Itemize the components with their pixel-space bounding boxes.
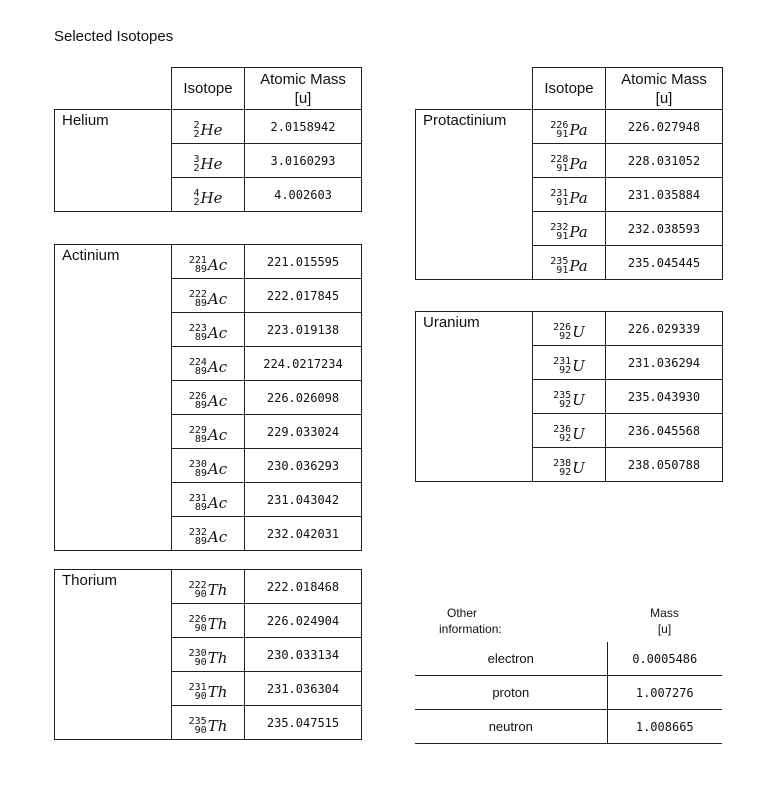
mass-number: 238	[553, 457, 572, 469]
element-symbol: Th	[207, 580, 228, 599]
isotope-cell	[172, 245, 245, 279]
atomic-mass-value: 231.036304	[245, 672, 362, 706]
isotope-cell	[533, 312, 606, 346]
isotope-cell	[533, 110, 606, 144]
isotope-cell	[533, 380, 606, 414]
atomic-number: 89	[194, 501, 207, 513]
atomic-number: 89	[194, 535, 207, 547]
isotope-cell	[172, 449, 245, 483]
isotope-cell	[172, 347, 245, 381]
element-symbol: Ac	[207, 459, 228, 478]
table-row	[55, 245, 362, 279]
element-symbol: He	[200, 188, 223, 207]
nuclide-symbol	[189, 528, 227, 546]
mass-number: 235	[188, 715, 207, 727]
nuclide-symbol	[189, 717, 228, 735]
atomic-mass-value: 231.036294	[606, 346, 723, 380]
atomic-mass-value: 235.043930	[606, 380, 723, 414]
mass-number: 231	[553, 355, 572, 367]
mass-number: 230	[188, 458, 207, 470]
mass-number: 224	[188, 356, 207, 368]
element-symbol: Pa	[569, 188, 588, 207]
nuclide-symbol	[189, 460, 227, 478]
table-row	[416, 110, 723, 144]
nuclide-symbol	[553, 459, 585, 477]
nuclide-symbol	[550, 121, 587, 139]
atomic-mass-value: 229.033024	[245, 415, 362, 449]
atomic-mass-value: 221.015595	[245, 245, 362, 279]
helium-table	[54, 67, 362, 212]
mass-number: 231	[550, 187, 569, 199]
element-symbol: Ac	[207, 255, 228, 274]
atomic-mass-value: 230.033134	[245, 638, 362, 672]
element-symbol: Th	[207, 648, 228, 667]
atomic-number: 89	[194, 297, 207, 309]
mass-number: 221	[188, 254, 207, 266]
atomic-mass-value: 235.045445	[606, 246, 723, 280]
isotope-cell	[533, 246, 606, 280]
atomic-mass-column-header: Atomic Mass [u]	[606, 68, 723, 110]
element-name: Thorium	[55, 570, 172, 740]
isotope-cell	[172, 279, 245, 313]
element-symbol: U	[572, 424, 585, 443]
atomic-number: 89	[194, 433, 207, 445]
atomic-mass-value: 223.019138	[245, 313, 362, 347]
table-row	[55, 570, 362, 604]
atomic-number: 92	[559, 364, 572, 376]
other-information-table	[415, 600, 722, 744]
nuclide-symbol	[553, 425, 585, 443]
mass-number: 231	[188, 492, 207, 504]
protactinium-table	[415, 67, 723, 280]
atomic-number: 90	[194, 724, 207, 736]
isotope-cell	[172, 672, 245, 706]
atomic-number: 2	[193, 128, 200, 140]
isotope-cell	[172, 604, 245, 638]
nuclide-symbol	[189, 494, 227, 512]
atomic-number: 90	[194, 690, 207, 702]
mass-number: 230	[188, 647, 207, 659]
particle-name: electron	[415, 642, 607, 676]
isotope-cell	[533, 178, 606, 212]
particle-mass: 1.007276	[607, 676, 722, 710]
atomic-number: 91	[556, 196, 569, 208]
mass-column-header: Mass [u]	[650, 606, 679, 636]
atomic-mass-value: 226.026098	[245, 381, 362, 415]
element-symbol: Pa	[569, 154, 588, 173]
atomic-mass-value: 222.018468	[245, 570, 362, 604]
atomic-number: 89	[194, 365, 207, 377]
atomic-mass-value: 236.045568	[606, 414, 723, 448]
nuclide-symbol	[553, 391, 585, 409]
atomic-mass-value: 4.002603	[245, 178, 362, 212]
atomic-mass-value: 238.050788	[606, 448, 723, 482]
atomic-number: 90	[194, 588, 207, 600]
element-name: Protactinium	[416, 110, 533, 280]
header-blank-cell	[55, 68, 172, 110]
mass-number: 226	[550, 119, 569, 131]
nuclide-symbol	[189, 683, 228, 701]
mass-number: 231	[188, 681, 207, 693]
mass-number: 226	[553, 321, 572, 333]
particle-mass: 0.0005486	[607, 642, 722, 676]
isotope-cell	[172, 706, 245, 740]
isotope-cell	[172, 381, 245, 415]
atomic-number: 92	[559, 432, 572, 444]
atomic-mass-value: 226.027948	[606, 110, 723, 144]
element-symbol: U	[572, 458, 585, 477]
atomic-mass-value: 231.043042	[245, 483, 362, 517]
mass-number: 3	[193, 153, 200, 165]
isotope-cell	[172, 110, 245, 144]
atomic-number: 89	[194, 467, 207, 479]
nuclide-symbol	[189, 324, 227, 342]
atomic-number: 91	[556, 128, 569, 140]
mass-number: 232	[550, 221, 569, 233]
atomic-number: 91	[556, 264, 569, 276]
element-name: Actinium	[55, 245, 172, 551]
atomic-mass-value: 231.035884	[606, 178, 723, 212]
mass-number: 2	[193, 119, 200, 131]
element-symbol: Ac	[207, 289, 228, 308]
atomic-mass-value: 232.038593	[606, 212, 723, 246]
table-row	[55, 110, 362, 144]
page-title: Selected Isotopes	[54, 28, 174, 45]
element-symbol: U	[572, 322, 585, 341]
mass-number: 226	[188, 390, 207, 402]
particle-name: neutron	[415, 710, 607, 744]
element-symbol: Ac	[207, 425, 228, 444]
atomic-number: 92	[559, 466, 572, 478]
isotope-cell	[172, 483, 245, 517]
particle-name: proton	[415, 676, 607, 710]
atomic-mass-column-header: Atomic Mass [u]	[245, 68, 362, 110]
element-name: Uranium	[416, 312, 533, 482]
atomic-number: 89	[194, 331, 207, 343]
isotope-cell	[533, 346, 606, 380]
nuclide-symbol	[189, 426, 227, 444]
isotope-cell	[172, 415, 245, 449]
isotope-cell	[533, 414, 606, 448]
element-symbol: Th	[207, 716, 228, 735]
isotope-cell	[172, 517, 245, 551]
element-symbol: He	[200, 154, 223, 173]
isotope-cell	[533, 144, 606, 178]
nuclide-symbol	[189, 358, 227, 376]
atomic-mass-value: 235.047515	[245, 706, 362, 740]
table-row	[415, 642, 722, 676]
nuclide-symbol	[189, 649, 228, 667]
mass-number: 4	[193, 187, 200, 199]
nuclide-symbol	[194, 189, 223, 207]
mass-number: 222	[188, 579, 207, 591]
atomic-number: 90	[194, 622, 207, 634]
isotope-cell	[533, 448, 606, 482]
atomic-number: 91	[556, 230, 569, 242]
atomic-mass-value: 232.042031	[245, 517, 362, 551]
mass-number: 222	[188, 288, 207, 300]
particle-mass: 1.008665	[607, 710, 722, 744]
atomic-mass-value: 222.017845	[245, 279, 362, 313]
element-symbol: Th	[207, 614, 228, 633]
mass-number: 232	[188, 526, 207, 538]
uranium-table	[415, 311, 723, 482]
atomic-number: 90	[194, 656, 207, 668]
element-symbol: Pa	[569, 222, 588, 241]
isotope-column-header: Isotope	[533, 68, 606, 110]
isotope-column-header: Isotope	[172, 68, 245, 110]
nuclide-symbol	[194, 121, 223, 139]
isotope-cell	[172, 178, 245, 212]
atomic-mass-value: 224.0217234	[245, 347, 362, 381]
other-information-header: Other information:	[439, 606, 502, 636]
mass-number: 228	[550, 153, 569, 165]
element-symbol: He	[200, 120, 223, 139]
mass-number: 235	[553, 389, 572, 401]
element-symbol: U	[572, 356, 585, 375]
actinium-table	[54, 244, 362, 551]
atomic-mass-value: 226.024904	[245, 604, 362, 638]
atomic-number: 2	[193, 196, 200, 208]
atomic-number: 92	[559, 398, 572, 410]
atomic-mass-value: 228.031052	[606, 144, 723, 178]
atomic-mass-value: 226.029339	[606, 312, 723, 346]
nuclide-symbol	[194, 155, 223, 173]
element-symbol: U	[572, 390, 585, 409]
mass-number: 235	[550, 255, 569, 267]
element-symbol: Ac	[207, 391, 228, 410]
nuclide-symbol	[550, 155, 587, 173]
atomic-number: 2	[193, 162, 200, 174]
nuclide-symbol	[550, 189, 587, 207]
element-symbol: Th	[207, 682, 228, 701]
element-symbol: Pa	[569, 256, 588, 275]
element-symbol: Ac	[207, 323, 228, 342]
table-row	[415, 710, 722, 744]
nuclide-symbol	[189, 256, 227, 274]
element-symbol: Ac	[207, 357, 228, 376]
mass-number: 226	[188, 613, 207, 625]
isotope-cell	[533, 212, 606, 246]
nuclide-symbol	[189, 615, 228, 633]
nuclide-symbol	[553, 323, 585, 341]
mass-number: 229	[188, 424, 207, 436]
atomic-number: 92	[559, 330, 572, 342]
atomic-number: 89	[194, 263, 207, 275]
nuclide-symbol	[189, 392, 227, 410]
thorium-table	[54, 569, 362, 740]
table-row	[415, 676, 722, 710]
isotope-cell	[172, 144, 245, 178]
element-name: Helium	[55, 110, 172, 212]
table-row	[416, 312, 723, 346]
nuclide-symbol	[553, 357, 585, 375]
element-symbol: Pa	[569, 120, 588, 139]
atomic-number: 91	[556, 162, 569, 174]
nuclide-symbol	[189, 581, 228, 599]
nuclide-symbol	[189, 290, 227, 308]
nuclide-symbol	[550, 257, 587, 275]
mass-number: 223	[188, 322, 207, 334]
atomic-mass-value: 230.036293	[245, 449, 362, 483]
element-symbol: Ac	[207, 493, 228, 512]
header-blank-cell	[416, 68, 533, 110]
element-symbol: Ac	[207, 527, 228, 546]
isotope-cell	[172, 570, 245, 604]
atomic-number: 89	[194, 399, 207, 411]
isotope-cell	[172, 638, 245, 672]
atomic-mass-value: 2.0158942	[245, 110, 362, 144]
isotope-cell	[172, 313, 245, 347]
atomic-mass-value: 3.0160293	[245, 144, 362, 178]
mass-number: 236	[553, 423, 572, 435]
nuclide-symbol	[550, 223, 587, 241]
